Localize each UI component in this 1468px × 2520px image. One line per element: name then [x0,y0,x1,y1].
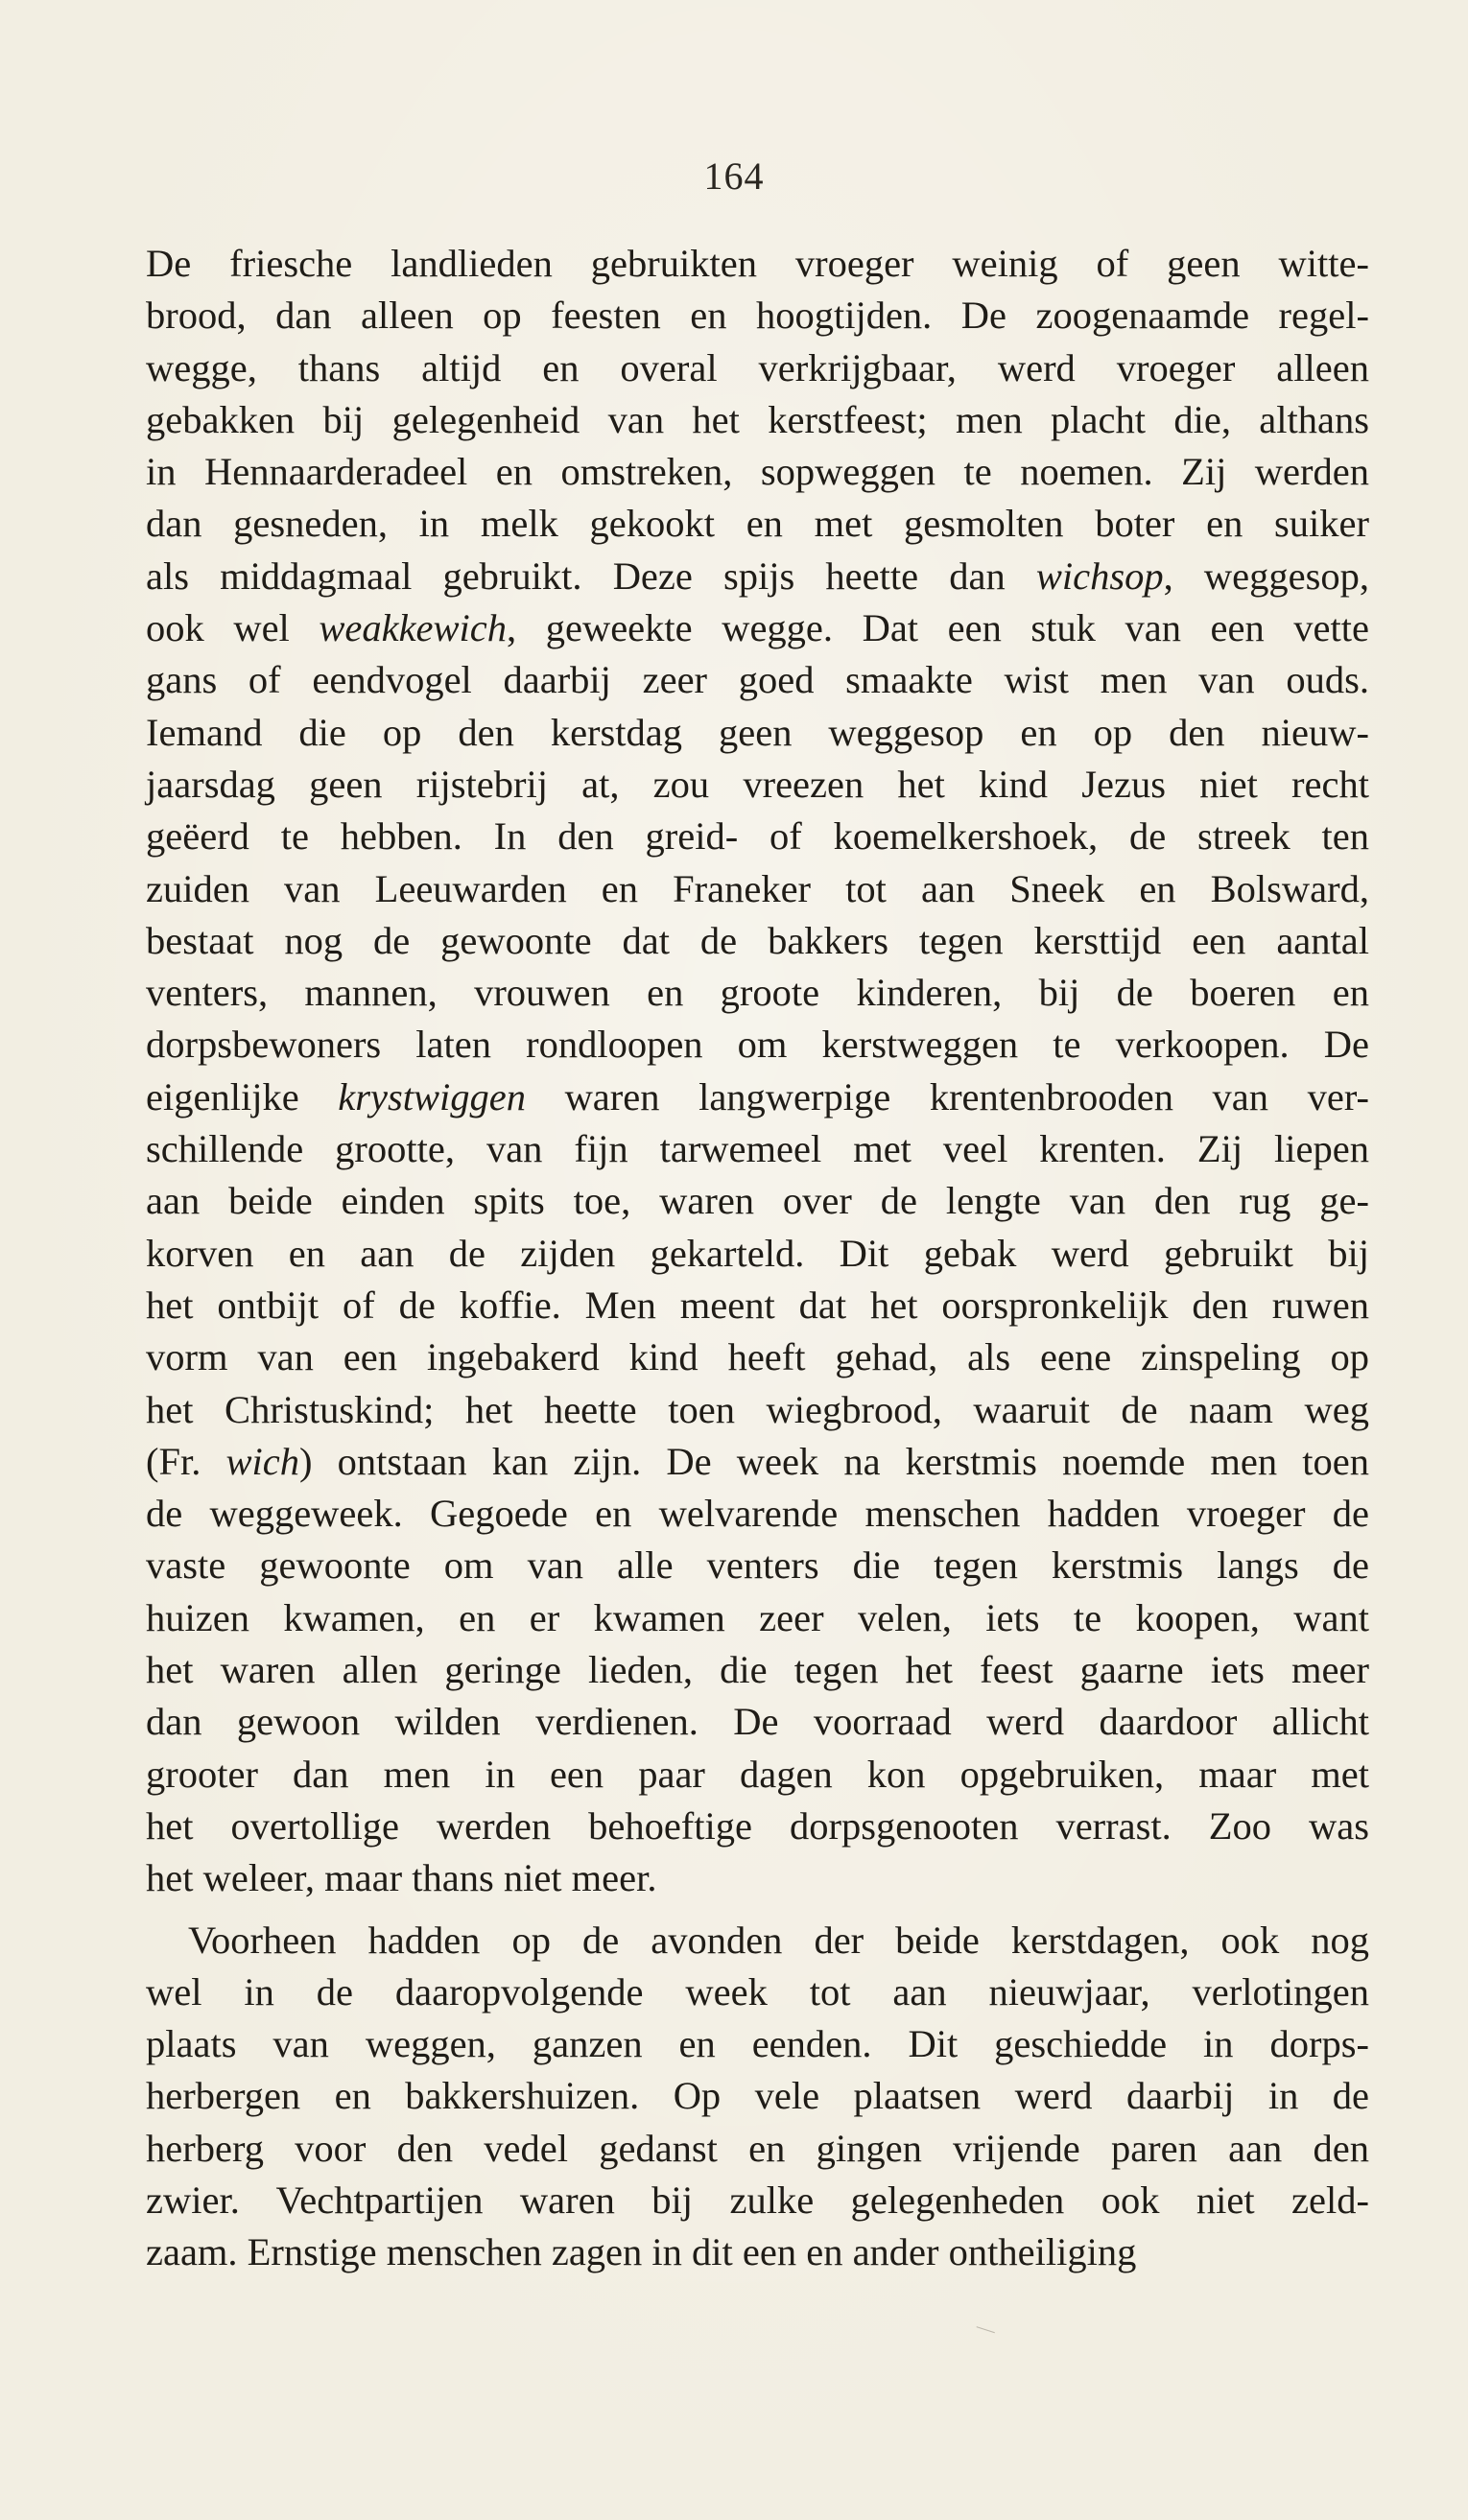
text-segment: , geweekte wegge. Dat een stuk van een vette [507,606,1369,650]
paragraph-gap [146,1905,1369,1915]
text-line: jaarsdag geen rijstebrij at, zou vreezen het kind Jezus niet recht [146,762,1369,806]
text-line: het ontbijt of de koffie. Men meent dat het oorspronkelijk den ruwen [146,1283,1369,1327]
text-line: herberg voor den vedel gedanst en gingen vrijende paren aan den [146,2126,1369,2170]
paragraph [146,1915,1369,2279]
text-line: de weggeweek. Gegoede en welvarende menschen hadden vroeger de [146,1492,1369,1536]
text-line: geëerd te hebben. In den greid- of koemelkershoek, de streek ten [146,814,1369,859]
text-line: het Christuskind; het heette toen wiegbrood, waaruit de naam weg [146,1387,1369,1431]
text-line: dorpsbewoners laten rondloopen om kerstweggen te verkoopen. De [146,1023,1369,1067]
text-line: venters, mannen, vrouwen en groote kinderen, bij de boeren en [146,971,1369,1015]
text-line: schillende grootte, van fijn tarwemeel met veel krenten. Zij liepen [146,1127,1369,1171]
text-line: het overtollige werden behoeftige dorpsgenooten verrast. Zoo was [146,1803,1369,1848]
text-line: vaste gewoonte om van alle venters die tegen kerstmis langs de [146,1543,1369,1588]
italic-term: wich [225,1439,300,1483]
text-line [146,551,1369,602]
text-line: plaats van weggen, ganzen en eenden. Dit geschiedde in dorps- [146,2022,1369,2066]
text-segment: ) ontstaan kan zijn. De week na kerstmis noemde men toen [299,1439,1369,1483]
italic-term: wichsop [1035,553,1164,598]
text-line: dan gesneden, in melk gekookt en met gesmolten boter en suiker [146,502,1369,546]
italic-term: krystwiggen [338,1074,526,1119]
text-segment: eigenlijke [146,1074,339,1119]
text-segment: ook wel [146,606,320,650]
text-segment: waren langwerpige krentenbrooden van ver- [525,1074,1369,1119]
text-segment: (Fr. [146,1439,226,1483]
text-segment: , weggesop, [1163,553,1369,598]
page-number: 164 [703,154,765,198]
text-line: zuiden van Leeuwarden en Franeker tot aan Sneek en Bolsward, [146,866,1369,910]
text-line: zaam. Ernstige menschen zagen in dit een en ander ontheiliging [146,2230,1137,2274]
text-line: wegge, thans altijd en overal verkrijgbaar, werd vroeger alleen [146,345,1369,389]
body-text [146,238,1369,2279]
text-line: Voorheen hadden op de avonden der beide kerstdagen, ook nog [188,1918,1369,1962]
paragraph [146,238,1369,1905]
text-line: De friesche landlieden gebruikten vroeger weinig of geen witte- [146,242,1369,285]
text-line: brood, dan alleen op feesten en hoogtijden. De zoogenaamde regel- [146,294,1369,338]
text-line: aan beide einden spits toe, waren over de lengte van den rug ge- [146,1179,1369,1223]
text-line: het waren allen geringe lieden, die tegen het feest gaarne iets meer [146,1648,1369,1692]
text-line [146,1436,1369,1488]
text-line: het weleer, maar thans niet meer. [146,1856,657,1900]
paper-mark [974,2326,995,2341]
italic-term: weakkewich [319,606,508,650]
text-line: herbergen en bakkershuizen. Op vele plaatsen werd daarbij in de [146,2074,1369,2118]
text-line: korven en aan de zijden gekarteld. Dit gebak werd gebruikt bij [146,1231,1369,1275]
text-line: dan gewoon wilden verdienen. De voorraad werd daardoor allicht [146,1700,1369,1744]
text-line: grooter dan men in een paar dagen kon opgebruiken, maar met [146,1752,1369,1796]
text-line: gans of eendvogel daarbij zeer goed smaakte wist men van ouds. [146,658,1369,702]
text-line [146,602,1369,654]
text-line: vorm van een ingebakerd kind heeft gehad, als eene zinspeling op [146,1335,1369,1379]
text-line: huizen kwamen, en er kwamen zeer velen, iets te koopen, want [146,1595,1369,1639]
text-segment: als middagmaal gebruikt. Deze spijs heette dan [146,553,1036,598]
text-line: in Hennaarderadeel en omstreken, sopweggen te noemen. Zij werden [146,450,1369,494]
text-line: zwier. Vechtpartijen waren bij zulke gelegenheden ook niet zeld- [146,2178,1369,2222]
text-line: gebakken bij gelegenheid van het kerstfeest; men placht die, althans [146,397,1369,441]
text-line: bestaat nog de gewoonte dat de bakkers tegen kersttijd een aantal [146,918,1369,962]
text-line: wel in de daaropvolgende week tot aan nieuwjaar, verlotingen [146,1969,1369,2014]
text-line: Iemand die op den kerstdag geen weggesop en op den nieuw- [146,710,1369,754]
text-line [146,1072,1369,1123]
